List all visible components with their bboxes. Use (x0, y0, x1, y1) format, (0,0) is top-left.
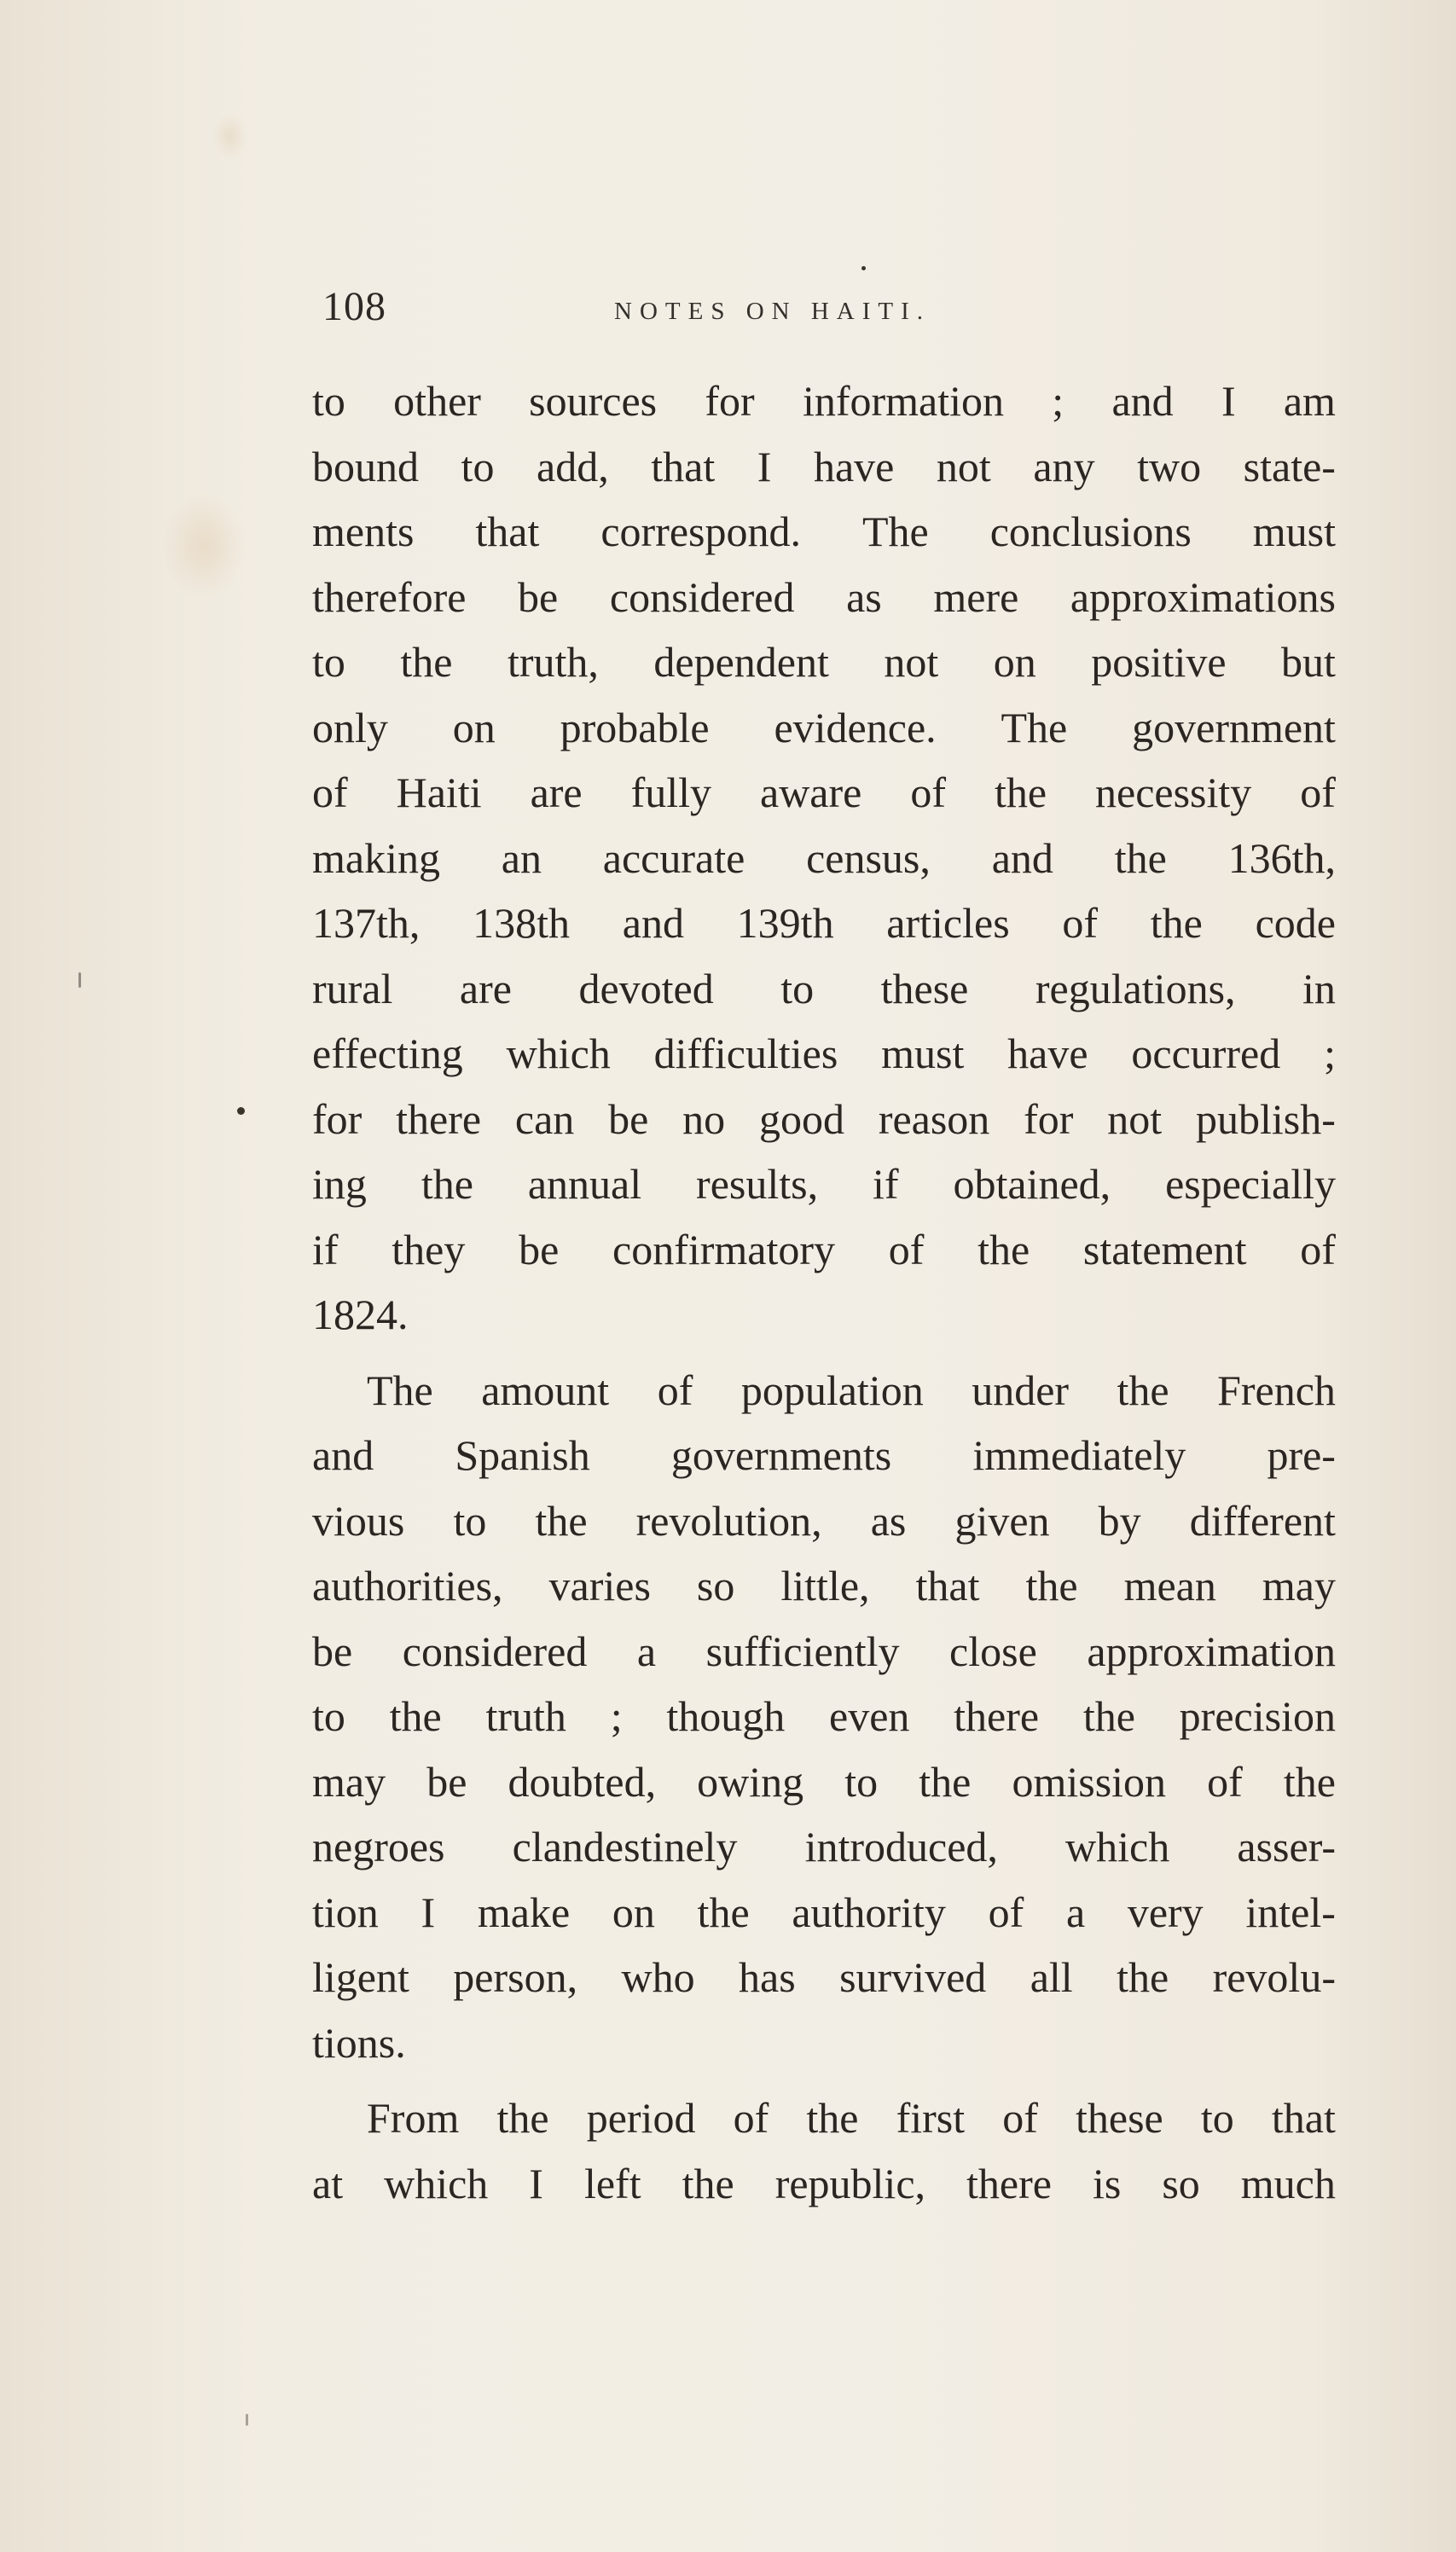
ink-speck (861, 266, 866, 270)
text-line: for there can be no good reason for not publish- (312, 1094, 1336, 1143)
text-line: ligent person, who has survived all the revolu- (312, 1953, 1336, 2001)
ink-speck (237, 1107, 245, 1115)
paragraph (312, 2085, 1336, 2216)
page-number: 108 (322, 284, 386, 329)
text-line: ments that correspond. The conclusions must (312, 508, 1336, 555)
text-line: rural are devoted to these regulations, in (312, 964, 1336, 1012)
ink-speck (246, 2414, 248, 2426)
text-line: to other sources for information ; and I am (312, 377, 1336, 425)
text-line: therefore be considered as mere approximations (312, 572, 1336, 621)
text-line: vious to the revolution, as given by different (312, 1496, 1336, 1545)
running-head: NOTES ON HAITI. (614, 298, 931, 325)
text-line: only on probable evidence. The government (312, 703, 1336, 751)
text-line: negroes clandestinely introduced, which asser- (312, 1823, 1336, 1870)
text-line: 137th, 138th and 139th articles of the code (312, 899, 1336, 947)
paragraph (312, 1358, 1336, 2076)
text-line: ing the annual results, if obtained, especially (312, 1160, 1336, 1208)
paragraph (312, 368, 1336, 1348)
text-line: authorities, varies so little, that the mean may (312, 1562, 1336, 1610)
text-line: 1824. (312, 1290, 409, 1338)
text-line: of Haiti are fully aware of the necessity of (312, 768, 1336, 816)
text-line: if they be confirmatory of the statement of (312, 1225, 1336, 1273)
text-line: effecting which difficulties must have occurred ; (312, 1030, 1336, 1077)
text-line: From the period of the first of these to that (367, 2094, 1336, 2142)
text-line: tions. (312, 2018, 406, 2067)
body-text (312, 368, 1336, 2216)
text-line: bound to add, that I have not any two state- (312, 442, 1336, 490)
text-line: may be doubted, owing to the omission of the (312, 1757, 1336, 1806)
ink-speck (78, 972, 81, 988)
text-line: tion I make on the authority of a very intel- (312, 1888, 1336, 1936)
page-header (322, 281, 1337, 333)
text-line: at which I left the republic, there is so much (312, 2159, 1336, 2207)
text-line: to the truth ; though even there the precision (312, 1692, 1336, 1740)
text-line: be considered a sufficiently close approximation (312, 1627, 1336, 1675)
text-line: making an accurate census, and the 136th, (312, 833, 1336, 882)
text-line: to the truth, dependent not on positive but (312, 638, 1336, 686)
text-line: and Spanish governments immediately pre- (312, 1431, 1336, 1479)
text-line: The amount of population under the French (367, 1366, 1336, 1414)
